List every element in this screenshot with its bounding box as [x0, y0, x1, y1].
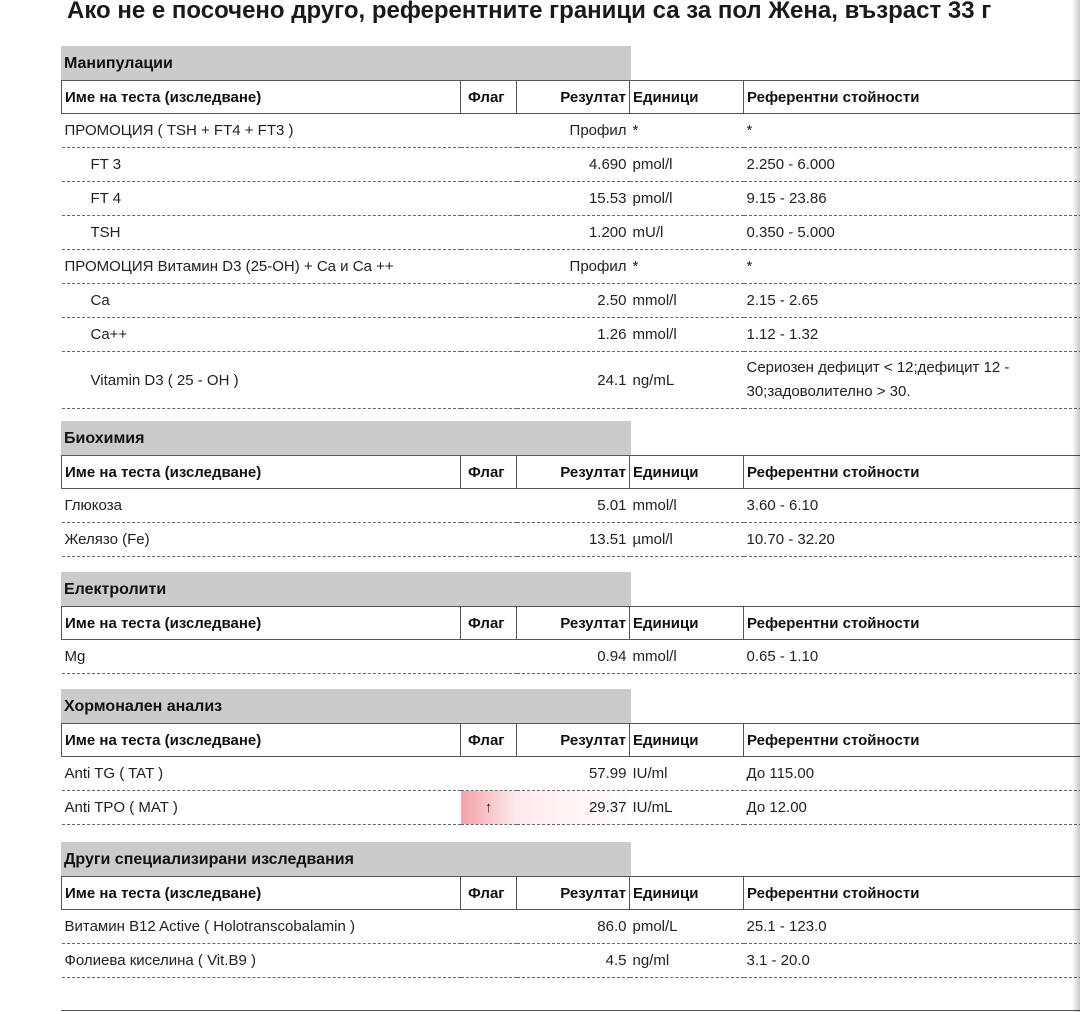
result-value: Профил — [517, 250, 630, 284]
reference-range: 0.65 - 1.10 — [744, 640, 1080, 674]
column-header-flag: Флаг — [461, 81, 517, 114]
column-header-name: Име на теста (изследване) — [62, 81, 461, 114]
units: IU/ml — [630, 757, 744, 791]
results-table — [61, 876, 1080, 978]
column-header-result: Резултат — [517, 877, 630, 910]
table-header-row — [62, 607, 1080, 640]
section-biochemistry — [61, 421, 1080, 557]
section-title: Хормонален анализ — [61, 689, 631, 723]
reference-range: 2.15 - 2.65 — [744, 284, 1080, 318]
flag-cell — [461, 182, 517, 216]
test-name: Ca++ — [62, 318, 461, 352]
units: * — [630, 114, 744, 148]
results-table — [61, 606, 1080, 674]
table-row — [62, 284, 1080, 318]
column-header-reference: Референтни стойности — [744, 81, 1080, 114]
column-header-units: Единици — [630, 877, 744, 910]
column-header-units: Единици — [630, 81, 744, 114]
column-header-reference: Референтни стойности — [744, 456, 1080, 489]
test-name: Ca — [62, 284, 461, 318]
table-row — [62, 640, 1080, 674]
result-value: 1.200 — [517, 216, 630, 250]
flag-cell — [461, 523, 517, 557]
test-name: Фолиева киселина ( Vit.B9 ) — [62, 944, 461, 978]
column-header-result: Резултат — [517, 724, 630, 757]
result-value: 5.01 — [517, 489, 630, 523]
result-value: 15.53 — [517, 182, 630, 216]
units: ng/mL — [630, 352, 744, 409]
reference-range: 10.70 - 32.20 — [744, 523, 1080, 557]
test-name: Витамин B12 Active ( Holotranscobalamin ) — [62, 910, 461, 944]
result-value: 2.50 — [517, 284, 630, 318]
flag-cell — [461, 318, 517, 352]
page-title: Ако не е посочено друго, референтните граници са за пол Жена, възраст 33 г — [67, 0, 992, 24]
section-other-specialized — [61, 842, 1080, 978]
table-row — [62, 216, 1080, 250]
table-row — [62, 250, 1080, 284]
units: µmol/l — [630, 523, 744, 557]
flag-cell — [461, 944, 517, 978]
test-name: Anti TG ( TAT ) — [62, 757, 461, 791]
high-flag-arrow-icon: ↑ — [461, 791, 517, 825]
column-header-result: Резултат — [517, 607, 630, 640]
column-header-result: Резултат — [517, 81, 630, 114]
column-header-name: Име на теста (изследване) — [62, 456, 461, 489]
section-title: Биохимия — [61, 421, 631, 455]
reference-range: * — [744, 114, 1080, 148]
result-value: 4.5 — [517, 944, 630, 978]
column-header-units: Единици — [630, 724, 744, 757]
table-row — [62, 182, 1080, 216]
result-value: 0.94 — [517, 640, 630, 674]
flag-cell — [461, 757, 517, 791]
section-manipulations — [61, 46, 1080, 409]
column-header-name: Име на теста (изследване) — [62, 877, 461, 910]
table-row — [62, 148, 1080, 182]
flag-cell — [461, 114, 517, 148]
reference-range: 3.1 - 20.0 — [744, 944, 1080, 978]
column-header-flag: Флаг — [461, 877, 517, 910]
section-hormonal — [61, 689, 1080, 825]
reference-range: 3.60 - 6.10 — [744, 489, 1080, 523]
table-row — [62, 352, 1080, 409]
flag-cell — [461, 284, 517, 318]
test-name: FT 3 — [62, 148, 461, 182]
column-header-name: Име на теста (изследване) — [62, 607, 461, 640]
table-row — [62, 114, 1080, 148]
column-header-reference: Референтни стойности — [744, 877, 1080, 910]
reference-range: 1.12 - 1.32 — [744, 318, 1080, 352]
test-name: Желязо (Fe) — [62, 523, 461, 557]
result-value: 1.26 — [517, 318, 630, 352]
units: mmol/l — [630, 640, 744, 674]
results-table — [61, 723, 1080, 825]
reference-range: До 115.00 — [744, 757, 1080, 791]
units: mmol/l — [630, 284, 744, 318]
result-value: Профил — [517, 114, 630, 148]
section-electrolytes — [61, 572, 1080, 674]
reference-range: 9.15 - 23.86 — [744, 182, 1080, 216]
results-table — [61, 455, 1080, 557]
test-name: TSH — [62, 216, 461, 250]
table-row — [62, 489, 1080, 523]
bottom-divider — [61, 1010, 1080, 1011]
reference-range: До 12.00 — [744, 791, 1080, 825]
result-value: 86.0 — [517, 910, 630, 944]
test-name: FT 4 — [62, 182, 461, 216]
column-header-reference: Референтни стойности — [744, 607, 1080, 640]
test-name: Anti TPO ( MAT ) — [62, 791, 461, 825]
column-header-flag: Флаг — [461, 724, 517, 757]
table-row — [62, 910, 1080, 944]
section-title: Електролити — [61, 572, 631, 606]
test-name: Vitamin D3 ( 25 - OH ) — [62, 352, 461, 409]
table-row — [62, 944, 1080, 978]
reference-range: 2.250 - 6.000 — [744, 148, 1080, 182]
reference-range: 0.350 - 5.000 — [744, 216, 1080, 250]
result-value: 4.690 — [517, 148, 630, 182]
units: * — [630, 250, 744, 284]
section-title: Манипулации — [61, 46, 631, 80]
column-header-reference: Референтни стойности — [744, 724, 1080, 757]
table-header-row — [62, 81, 1080, 114]
result-value: 57.99 — [517, 757, 630, 791]
units: pmol/l — [630, 182, 744, 216]
result-value: 29.37 — [517, 791, 630, 825]
units: pmol/L — [630, 910, 744, 944]
flag-cell — [461, 148, 517, 182]
flag-cell — [461, 250, 517, 284]
units: mmol/l — [630, 489, 744, 523]
table-row — [62, 318, 1080, 352]
table-header-row — [62, 724, 1080, 757]
reference-range: Сериозен дефицит < 12;дефицит 12 - 30;задоволително > 30. — [744, 352, 1080, 409]
flag-cell — [461, 489, 517, 523]
table-row — [62, 523, 1080, 557]
column-header-flag: Флаг — [461, 456, 517, 489]
flag-cell — [461, 352, 517, 409]
table-header-row — [62, 456, 1080, 489]
results-table — [61, 80, 1080, 409]
table-header-row — [62, 877, 1080, 910]
units: IU/mL — [630, 791, 744, 825]
units: mmol/l — [630, 318, 744, 352]
column-header-flag: Флаг — [461, 607, 517, 640]
flag-cell — [461, 640, 517, 674]
test-name: Глюкоза — [62, 489, 461, 523]
table-row — [62, 757, 1080, 791]
units: ng/ml — [630, 944, 744, 978]
units: pmol/l — [630, 148, 744, 182]
test-name: Mg — [62, 640, 461, 674]
test-name: ПРОМОЦИЯ Витамин D3 (25-OH) + Ca и Ca ++ — [62, 250, 461, 284]
test-name: ПРОМОЦИЯ ( TSH + FT4 + FT3 ) — [62, 114, 461, 148]
column-header-units: Единици — [630, 607, 744, 640]
table-row-flagged-high — [62, 791, 1080, 825]
flag-cell — [461, 216, 517, 250]
column-header-units: Единици — [630, 456, 744, 489]
column-header-name: Име на теста (изследване) — [62, 724, 461, 757]
result-value: 24.1 — [517, 352, 630, 409]
column-header-result: Резултат — [517, 456, 630, 489]
reference-range: * — [744, 250, 1080, 284]
reference-range: 25.1 - 123.0 — [744, 910, 1080, 944]
result-value: 13.51 — [517, 523, 630, 557]
page-edge-shadow — [1072, 0, 1080, 1012]
section-title: Други специализирани изследвания — [61, 842, 631, 876]
flag-cell — [461, 910, 517, 944]
units: mU/l — [630, 216, 744, 250]
